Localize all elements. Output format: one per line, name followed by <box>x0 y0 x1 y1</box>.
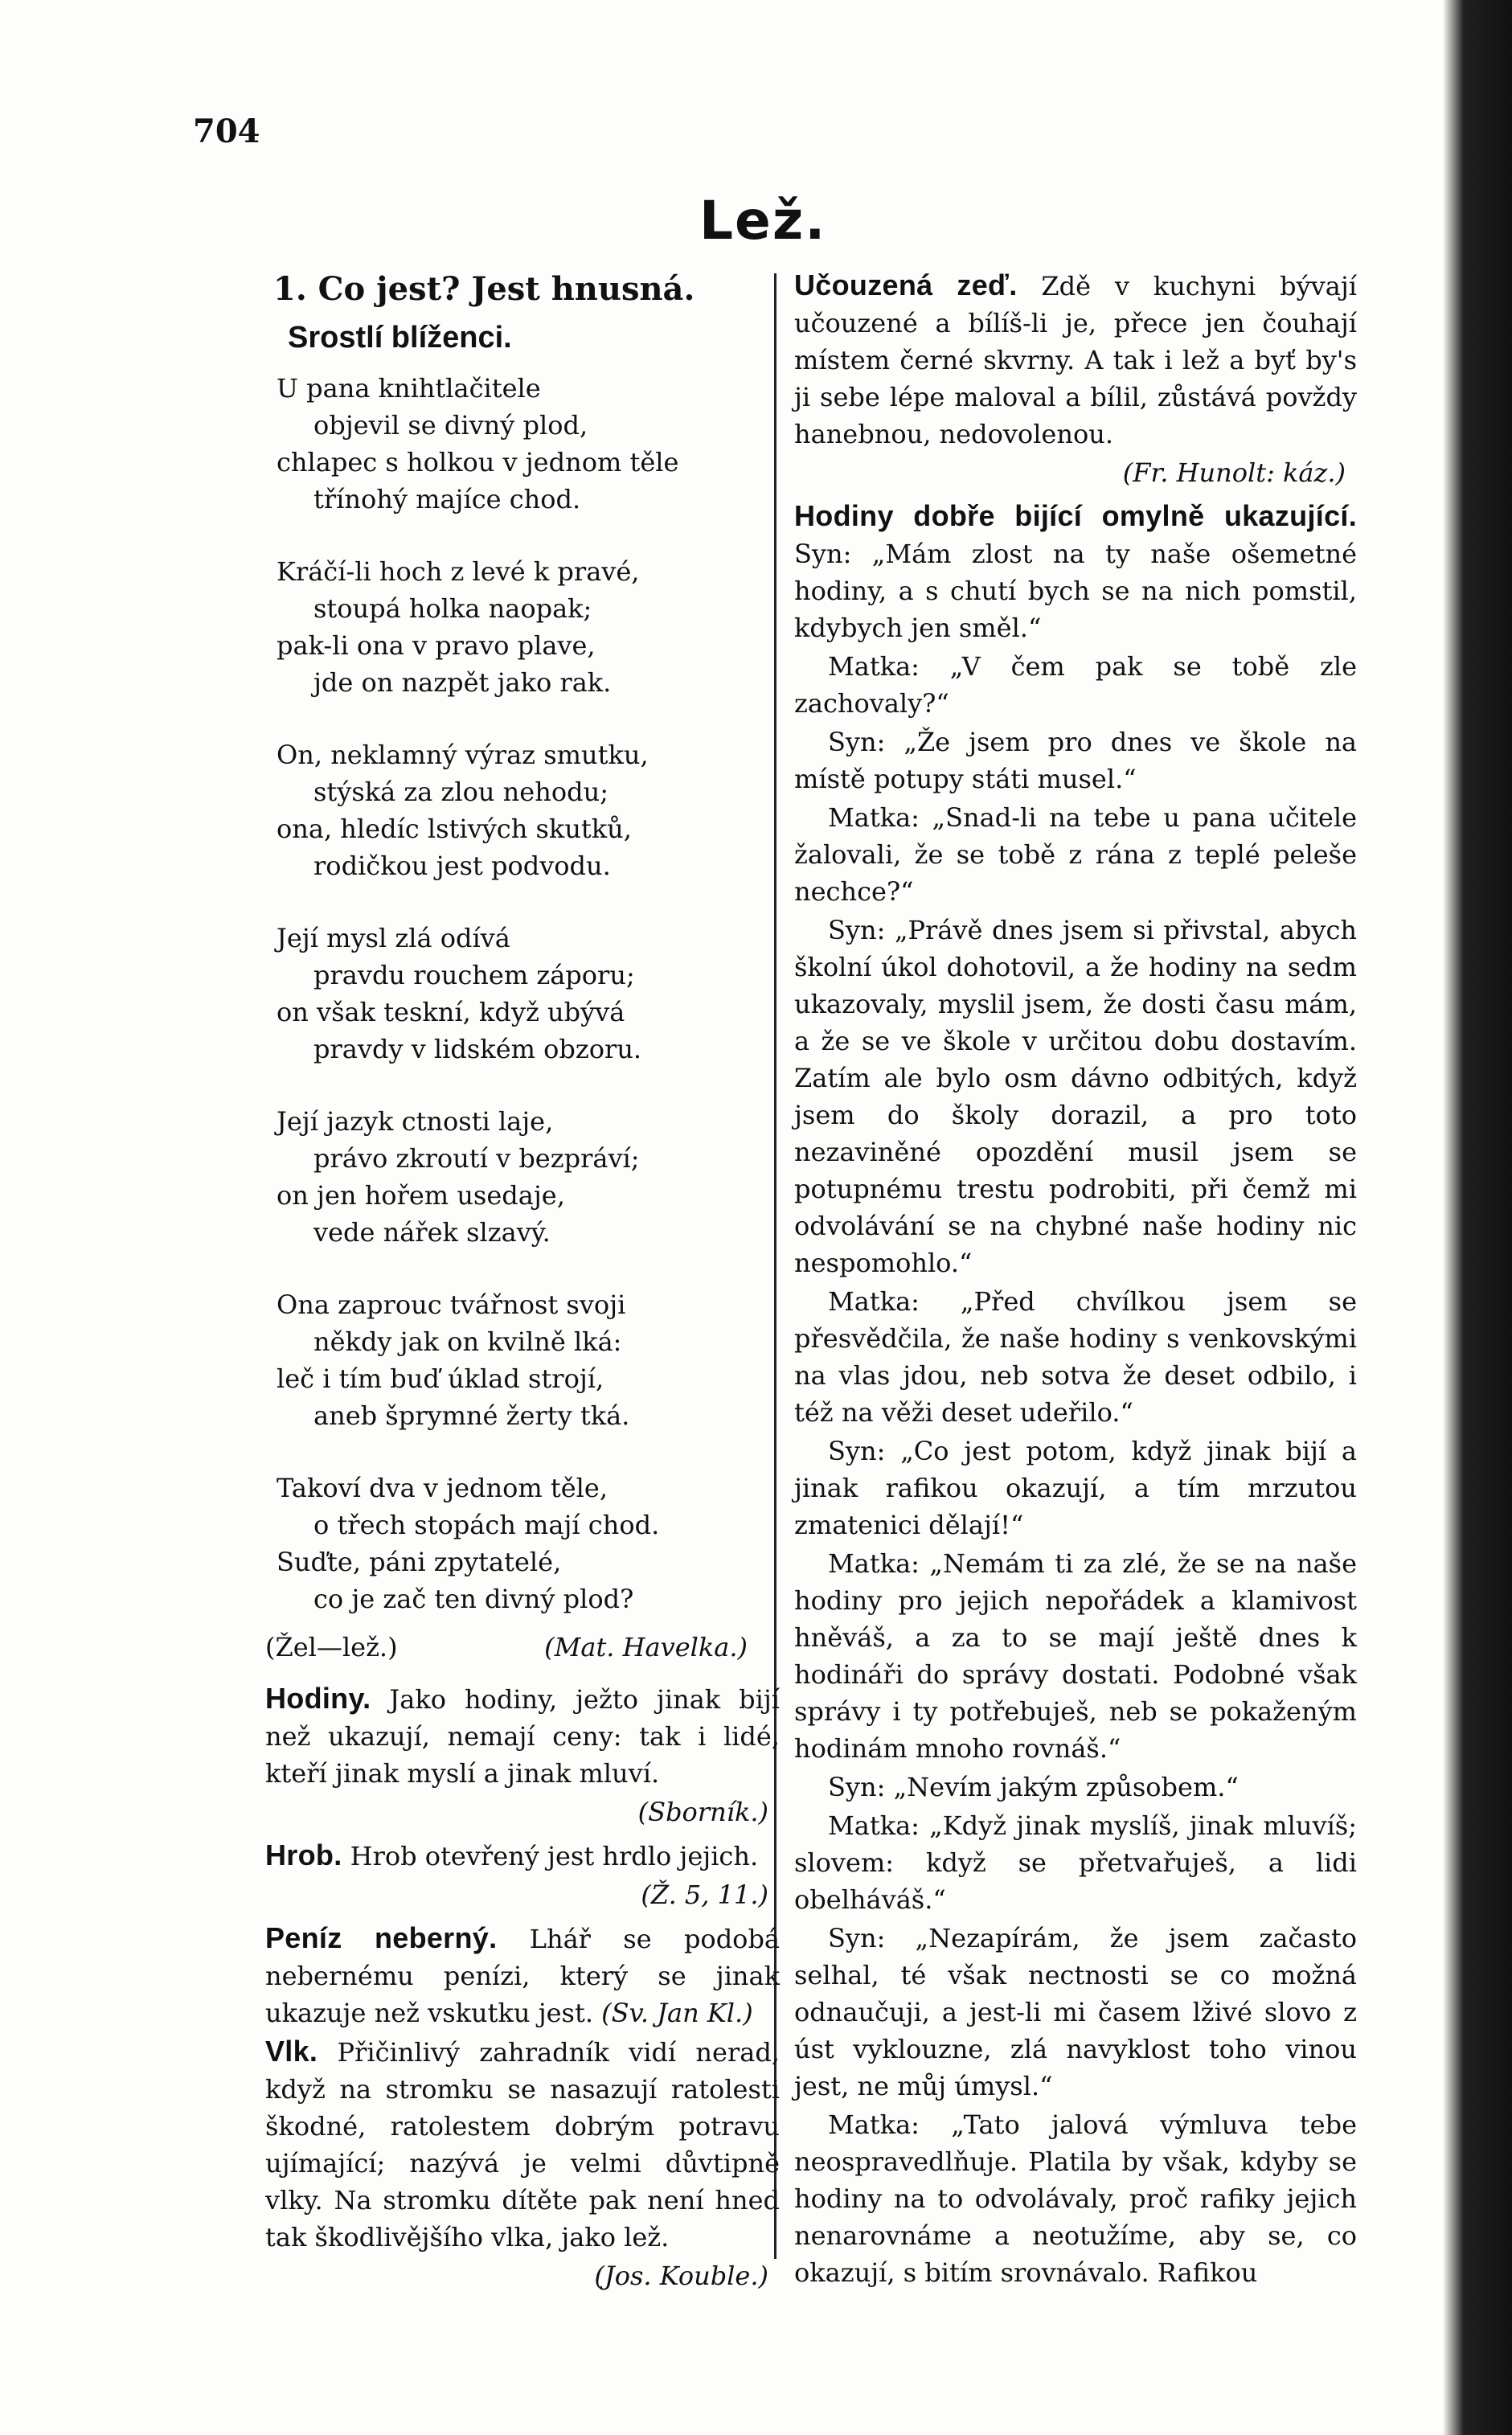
poem-line: Takoví dva v jednom těle, <box>277 1473 608 1503</box>
dialog-line: Matka: „Snad-li na tebe u pana učitele žalovali, že se tobě z rána z teplé peleše nechce?“ <box>794 802 1357 907</box>
dialog-line: Syn: „Co jest potom, když jinak bijí a jinak rafikou okazují, a tím mrzutou zmatenici dělají!“ <box>794 1436 1357 1540</box>
dialog-line: Matka: „Tato jalová výmluva tebe neospravedlňuje. Platila by však, kdyby se hodiny na to odvolávaly, proč rafiky jejich nenarovnáme a neotužíme, aby se, co okazují, s bitím srovnávalo. Rafikou <box>794 2109 1357 2288</box>
poem-line: třínohý majíce chod. <box>313 484 581 514</box>
page-edge-shadow <box>1443 0 1512 2435</box>
poem-line: On, neklamný výraz smutku, <box>277 740 649 770</box>
dialog-line: Syn: „Nezapírám, že jsem začasto selhal, té však nectnosti se co možná odnaučuji, a jest-li mi časem lživé slovo z úst vyklouzne, zlá navyklost toho vinou jest, ne můj úmysl.“ <box>794 1923 1357 2101</box>
entry-keyword: Vlk. <box>265 2035 318 2068</box>
poem-line: stoupá holka naopak; <box>313 593 592 624</box>
entry-keyword: Peníz neberný. <box>265 1921 498 1954</box>
entry-source-inline: (Sv. Jan Kl.) <box>601 1998 753 2028</box>
poem-line: ona, hledíc lstivých skutků, <box>277 814 632 844</box>
entry-keyword: Hrob. <box>265 1839 342 1871</box>
poem-title: Srostlí blíženci. <box>288 321 512 355</box>
poem-source: (Mat. Havelka.) <box>544 1632 748 1662</box>
entry-keyword: Hodiny. <box>265 1682 371 1715</box>
section-title: 1. Co jest? Jest hnusná. <box>273 270 695 308</box>
poem-line: objevil se divný plod, <box>313 410 588 441</box>
poem-line: pak-li ona v pravo plave, <box>277 630 596 661</box>
poem-line: rodičkou jest podvodu. <box>313 851 611 881</box>
poem-answer: (Žel—lež.) <box>265 1632 398 1662</box>
poem-line: co je zač ten divný plod? <box>313 1584 634 1614</box>
page-number: 704 <box>193 113 260 150</box>
poem-stanza-7 <box>277 1470 780 1617</box>
poem-line: on však teskní, když ubývá <box>277 997 625 1027</box>
entry-ucouzena-zed <box>794 267 1357 453</box>
entry-text: Syn: „Mám zlost na ty naše ošemetné hodiny, a s chutí bych se na nich pomstil, kdybych jen směl.“ <box>794 539 1357 643</box>
page-title: Lež. <box>699 190 827 252</box>
poem-stanza-1 <box>277 370 780 518</box>
dialog-line: Syn: „Právě dnes jsem si přivstal, abych školní úkol dohotovil, a že hodiny na sedm ukazovaly, myslil jsem, že dosti času mám, a že se ve škole v určitou dobu dostavím. Zatím ale bylo osm dávno odbitých, když jsem do školy dorazil, a pro toto nezaviněné opozdění musil jsem se potupnému trestu podrobiti, při čemž mi odvolávání se na chybné naše hodiny nic nespomohlo.“ <box>794 915 1357 1278</box>
dialog-line: Matka: „Před chvílkou jsem se přesvědčila, že naše hodiny s venkovskými na vlas jdou, neb sotva že deset odbilo, i též na věži deset udeřilo.“ <box>794 1286 1357 1428</box>
entry-hrob <box>265 1837 780 1875</box>
poem-line: o třech stopách mají chod. <box>313 1510 660 1540</box>
poem-line: leč i tím buď úklad strojí, <box>277 1363 604 1394</box>
entry-source: (Fr. Hunolt: káz.) <box>1122 457 1346 488</box>
dialog-line: Syn: „Nevím jakým způsobem.“ <box>828 1772 1239 1802</box>
entry-source: (Jos. Kouble.) <box>594 2261 768 2291</box>
poem-line: on jen hořem usedaje, <box>277 1180 565 1211</box>
poem-line: pravdy v lidském obzoru. <box>313 1034 642 1064</box>
poem-line: chlapec s holkou v jednom těle <box>277 447 679 478</box>
poem-line: aneb šprymné žerty tká. <box>313 1400 630 1431</box>
poem-line: jde on nazpět jako rak. <box>313 667 612 698</box>
poem-line: Její mysl zlá odívá <box>277 923 510 953</box>
entry-hodiny-dialog <box>794 498 1357 646</box>
poem-line: U pana knihtlačitele <box>277 373 541 404</box>
dialog-line: Matka: „Nemám ti za zlé, že se na naše hodiny pro jejich nepořádek a klamivost hněváš, a za to se mají ještě dnes k hodináři do správy dostati. Podobné však správy i ty potřebuješ, neb se pokaženým hodinám mnoho rovnáš.“ <box>794 1548 1357 1764</box>
dialog-line: Matka: „Když jinak myslíš, jinak mluvíš; slovem: když se přetvařuješ, a lidi obelháváš.“ <box>794 1810 1357 1915</box>
poem-stanza-3 <box>277 736 780 884</box>
entry-text: Jako hodiny, ježto jinak bijí než ukazují, nemají ceny: tak i lidé, kteří jinak myslí a jinak mluví. <box>265 1684 780 1789</box>
left-column <box>265 267 780 2301</box>
poem-stanza-6 <box>277 1286 780 1434</box>
poem-footer <box>265 1629 748 1666</box>
entry-peniz <box>265 1920 780 2031</box>
poem-stanza-5 <box>277 1103 780 1251</box>
poem-line: stýská za zlou nehodu; <box>313 777 608 807</box>
poem-line: pravdu rouchem záporu; <box>313 960 635 990</box>
entry-source: (Sborník.) <box>637 1797 768 1827</box>
entry-text: Zdě v kuchyni bývají učouzené a bílíš-li je, přece jen čouhají místem černé skvrny. A tak i lež a byť by's ji sebe lépe maloval a bílil, zůstává povždy hanebnou, nedovolenou. <box>794 271 1357 449</box>
poem-line: vede nářek slzavý. <box>313 1217 551 1248</box>
poem-line: někdy jak on kvilně lká: <box>313 1326 622 1357</box>
entry-text: Přičinlivý zahradník vidí nerad, když na stromku se nasazují ratolesti škodné, ratolestem dobrým potravu ujímající; nazývá je velmi důvtipně vlky. Na stromku dítěte pak není hned tak škodlivějšího vlka, jako lež. <box>265 2037 780 2253</box>
dialog-line: Syn: „Že jsem pro dnes ve škole na místě potupy státi musel.“ <box>794 727 1357 794</box>
poem-line: právo zkroutí v bezpráví; <box>313 1143 640 1174</box>
entry-hodiny <box>265 1680 780 1792</box>
entry-text: Lhář se podobá nebernému penízi, který se jinak ukazuje než vskutku jest. <box>265 1924 781 2028</box>
entry-vlk <box>265 2033 780 2256</box>
poem-line: Ona zaprouc tvářnost svoji <box>277 1289 626 1320</box>
entry-keyword: Hodiny dobře bijící omylně ukazující. <box>794 499 1357 532</box>
poem-line: Kráčí-li hoch z levé k pravé, <box>277 556 640 587</box>
right-column <box>794 267 1357 2293</box>
poem-stanza-2 <box>277 553 780 701</box>
entry-source: (Ž. 5, 11.) <box>641 1880 768 1910</box>
poem-line: Suďte, páni zpytatelé, <box>277 1547 562 1577</box>
poem-line: Její jazyk ctnosti laje, <box>277 1106 554 1137</box>
dialog-line: Matka: „V čem pak se tobě zle zachovaly?“ <box>794 651 1357 719</box>
entry-keyword: Učouzená zeď. <box>794 269 1018 301</box>
poem-stanza-4 <box>277 920 780 1068</box>
entry-text: Hrob otevřený jest hrdlo jejich. <box>342 1841 759 1871</box>
